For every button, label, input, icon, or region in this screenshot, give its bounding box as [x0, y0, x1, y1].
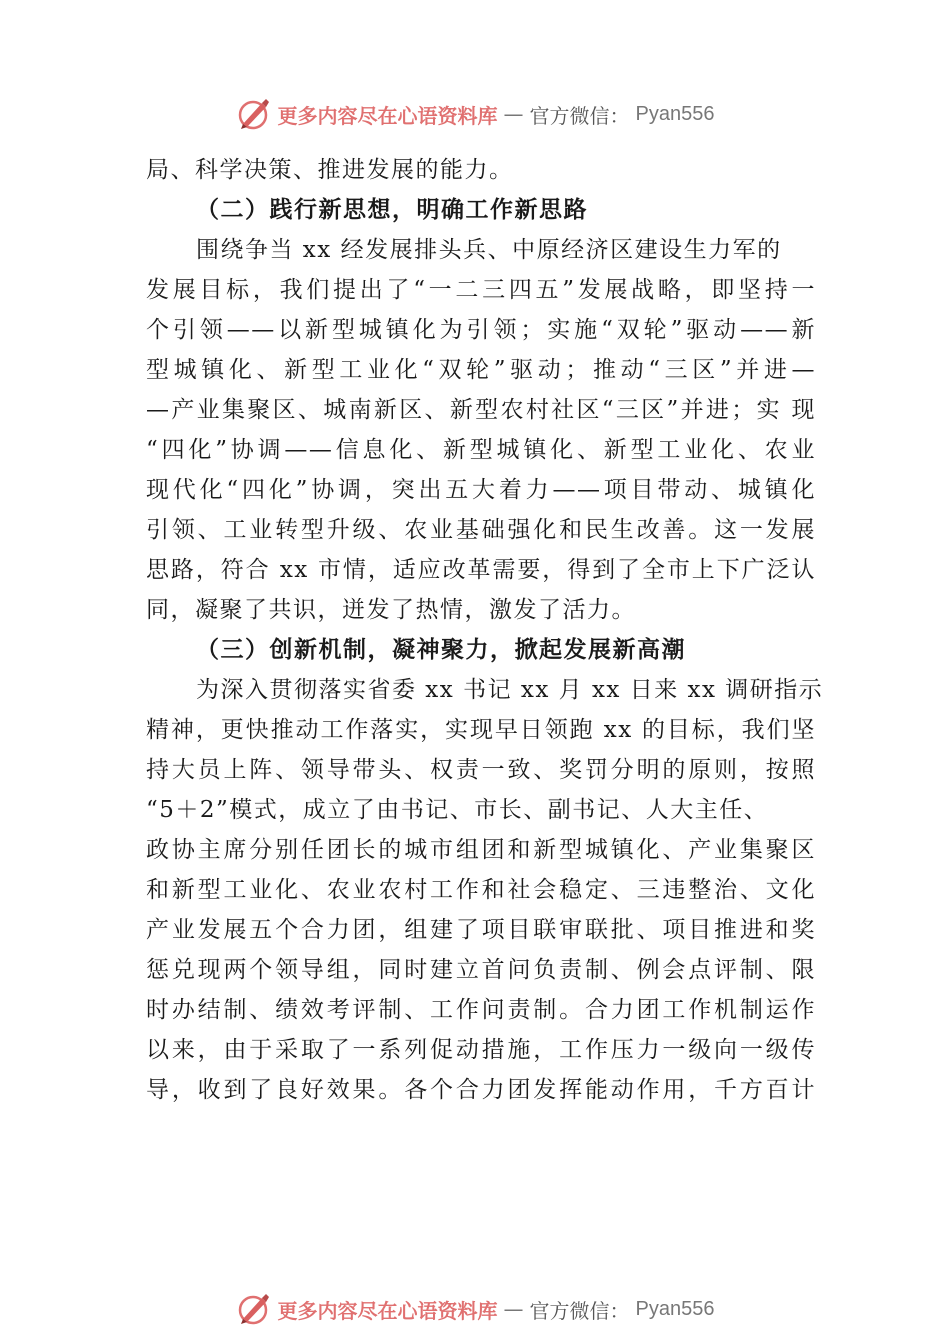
wechat-id: Pyan556 [635, 102, 715, 125]
text-line: 型城镇化、新型工业化“双轮”驱动；推动“三区”并进— [146, 357, 816, 383]
text-line: 惩兑现两个领导组，同时建立首问负责制、例会点评制、限 [146, 957, 816, 983]
separator: — [503, 1297, 524, 1321]
text-line: 个引领——以新型城镇化为引领；实施“双轮”驱动——新 [146, 317, 816, 343]
footer-banner [0, 1289, 950, 1329]
header-banner [0, 94, 950, 134]
pen-circle-logo-icon [236, 96, 272, 132]
text-line: 局、科学决策、推进发展的能力。 [146, 157, 514, 183]
text-line: 以来，由于采取了一系列促动措施，工作压力一级向一级传 [146, 1037, 816, 1063]
text-line: —产业集聚区、城南新区、新型农村社区“三区”并进；实 现 [146, 397, 816, 423]
section-heading: （三）创新机制，凝神聚力，掀起发展新高潮 [196, 636, 686, 663]
text-line: 产业发展五个合力团，组建了项目联审联批、项目推进和奖 [146, 917, 816, 943]
brand-name: 更多内容尽在心语资料库 [277, 103, 498, 128]
paragraph-first-line: 围绕争当 xx 经发展排头兵、中原经济区建设生力军的 [196, 237, 782, 263]
text-line: “5＋2”模式，成立了由书记、市长、副书记、人大主任、 [146, 797, 769, 823]
text-line: 导，收到了良好效果。各个合力团发挥能动作用，千方百计 [146, 1077, 816, 1103]
official-label: 官方微信： [529, 1298, 630, 1323]
text-line: 精神，更快推动工作落实，实现早日领跑 xx 的目标，我们坚 [146, 717, 816, 743]
text-line: 时办结制、绩效考评制、工作问责制。合力团工作机制运作 [146, 997, 816, 1023]
text-line: “四化”协调——信息化、新型城镇化、新型工业化、农业 [146, 437, 816, 463]
text-line: 引领、工业转型升级、农业基础强化和民生改善。这一发展 [146, 517, 816, 543]
text-line: 和新型工业化、农业农村工作和社会稳定、三违整治、文化 [146, 877, 816, 903]
text-line: 现代化“四化”协调，突出五大着力——项目带动、城镇化 [146, 477, 816, 503]
text-line: 思路，符合 xx 市情，适应改革需要，得到了全市上下广泛认 [146, 557, 816, 583]
text-line: 持大员上阵、领导带头、权责一致、奖罚分明的原则，按照 [146, 757, 816, 783]
section-heading: （二）践行新思想，明确工作新思路 [196, 196, 588, 223]
wechat-id: Pyan556 [635, 1297, 715, 1320]
pen-circle-logo-icon [236, 1291, 272, 1327]
paragraph-first-line: 为深入贯彻落实省委 xx 书记 xx 月 xx 日来 xx 调研指示 [196, 677, 824, 703]
document-body [146, 150, 824, 1110]
separator: — [503, 102, 524, 126]
official-label: 官方微信： [529, 103, 630, 128]
brand-name: 更多内容尽在心语资料库 [277, 1298, 498, 1323]
text-line: 政协主席分别任团长的城市组团和新型城镇化、产业集聚区 [146, 837, 816, 863]
text-line: 同，凝聚了共识，迸发了热情，激发了活力。 [146, 597, 636, 623]
text-line: 发展目标，我们提出了“一二三四五”发展战略，即坚持一 [146, 277, 816, 303]
